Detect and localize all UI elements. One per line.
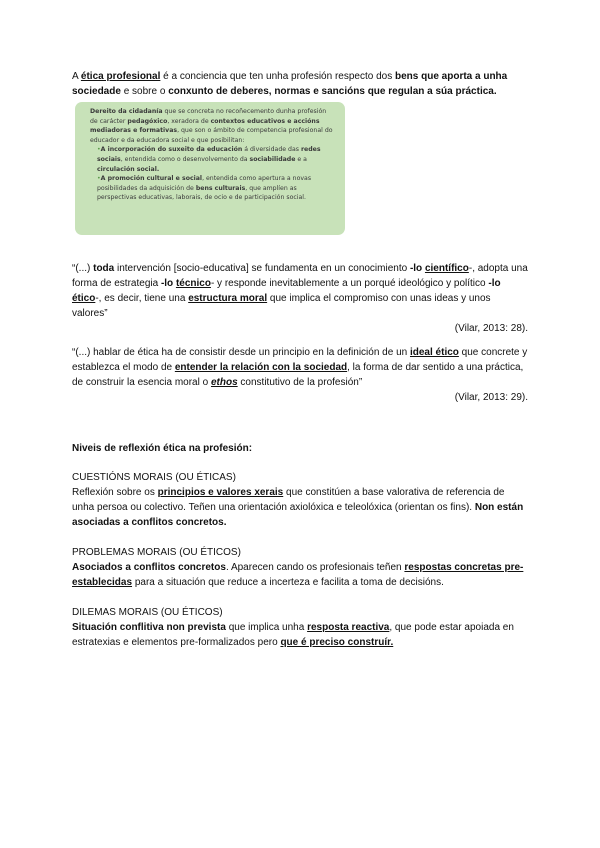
box-text: , entendida como apertura a novas posibilidades da adquisición de (97, 175, 312, 192)
quote-text: que concrete y establezca el modo de (72, 347, 528, 373)
body-text: que implica unha (225, 622, 308, 633)
body-underlined: principios e valores xerais (157, 487, 284, 498)
box-text: , xeradora de (167, 117, 211, 125)
quote-text: “(...) hablar de ética ha de consistir desde un principio en la definición de un (72, 347, 410, 358)
citation: (Vilar, 2013: 28). (454, 323, 528, 334)
quote-text: -, es decir, tiene una (95, 293, 189, 304)
body-bold: Non están asociadas a conflitos concretos. (72, 502, 524, 528)
intro-term: ética profesional (80, 71, 161, 82)
quote-underlined: ideal ético (409, 347, 459, 358)
problemas-heading: PROBLEMAS MORAIS (OU ÉTICOS) (72, 547, 241, 558)
box-text: e a (295, 155, 307, 163)
bullet-icon: • (97, 175, 101, 183)
body-bold: Asociados a conflitos concretos (72, 562, 226, 573)
quote-bold: -lo (160, 278, 176, 289)
section-title (72, 441, 528, 456)
body-text: , que pode estar apoiada en estratexias e elementos pre-formalizados pero (72, 622, 514, 648)
intro-text: é a conciencia que ten unha profesión respecto dos (160, 71, 395, 82)
intro-text: e sobre o (120, 86, 169, 97)
box-bold: sociabilidade (249, 155, 296, 163)
citation: (Vilar, 2013: 29). (454, 392, 528, 403)
quote-text: que implica el compromiso con unas ideas y unos valores” (72, 293, 491, 319)
box-bold: contextos educativos e accións mediadoras e formativas (90, 117, 320, 135)
quote-text: constitutivo de la profesión” (237, 377, 363, 388)
body-text: Reflexión sobre os (72, 487, 158, 498)
quote-text: -, adopta una forma de estrategia (72, 263, 528, 289)
box-text: á diversidade das (242, 146, 301, 154)
quote-bold: -lo (409, 263, 425, 274)
body-underlined: resposta reactiva (307, 622, 390, 633)
quote-text: , la forma de dar sentido a una práctica, de construir la esencia moral o (72, 362, 524, 388)
section-title-text: Niveis de reflexión ética na profesión: (72, 443, 253, 454)
quote-bold: -lo (488, 278, 501, 289)
body-underlined: respostas concretas pre-establecidas (72, 562, 524, 588)
body-text: para a situación que reduce a incerteza e facilita a toma de decisións. (132, 577, 444, 588)
cuestions-heading: CUESTIÓNS MORAIS (OU ÉTICAS) (72, 472, 236, 483)
quote-text: - y responde inevitablemente a un porqué ideológico y político (210, 278, 489, 289)
box-bold: A incorporación do suxeito da educación (100, 146, 243, 154)
box-text: que se concreta no recoñecemento dunha profesión de carácter (90, 108, 327, 125)
intro-bold: bens que aporta a unha sociedade (72, 71, 508, 97)
box-text: , que son o ámbito de competencia profesional do educador e da educadora social e que posibilitan: (90, 127, 333, 144)
quote-text: intervención [socio-educativa] se fundamenta en un conocimiento (114, 263, 410, 274)
document-page (72, 69, 528, 650)
intro-text: A (72, 71, 81, 82)
quote-underlined: técnico (175, 278, 211, 289)
definition-box (75, 102, 345, 235)
dilemas-body (72, 620, 528, 650)
quote-bold: toda (93, 263, 115, 274)
body-text: que constitúen a base valorativa de referencia de unha persoa ou colectivo. Teñen una orientación axiolóxica e teleolóxica (orientan os fins). (72, 487, 505, 513)
intro-bold: conxunto de deberes, normas e sancións que regulan a súa práctica. (168, 86, 497, 97)
box-paragraph (90, 107, 335, 145)
box-text: , que amplíen as perspectivas educativas, laborais, de ocio e de participación social. (97, 184, 306, 202)
quote-underlined: estructura moral (188, 293, 268, 304)
box-bold: Dereito da cidadanía (90, 108, 163, 115)
quote-underlined: científico (424, 263, 469, 274)
box-bold: pedagóxico (127, 117, 168, 125)
body-text: . Aparecen cando os profesionais teñen (225, 562, 405, 573)
box-text: , entendida como o desenvolvemento da (120, 155, 250, 163)
dilemas-heading: DILEMAS MORAIS (OU ÉTICOS) (72, 607, 223, 618)
box-bold: bens culturais (195, 184, 246, 192)
box-list-item (90, 145, 335, 174)
box-list-item (90, 174, 335, 203)
box-bold: redes sociais (97, 146, 321, 163)
quote-underlined: ethos (210, 377, 238, 388)
quote-2 (72, 345, 528, 390)
quote-underlined: entender la relación con la sociedad (174, 362, 348, 373)
quote-underlined: ético (72, 293, 96, 304)
quote-1 (72, 261, 528, 321)
problemas-body (72, 560, 528, 590)
intro-paragraph (72, 69, 528, 99)
quote-text: “(...) (72, 263, 94, 274)
bullet-icon: • (97, 146, 101, 154)
cuestions-body (72, 485, 528, 530)
body-underlined: que é preciso construír. (280, 637, 394, 648)
box-bold: circulación social. (97, 165, 160, 173)
body-bold: Situación conflitiva non prevista (72, 622, 226, 633)
box-bold: A promoción cultural e social (100, 175, 203, 183)
